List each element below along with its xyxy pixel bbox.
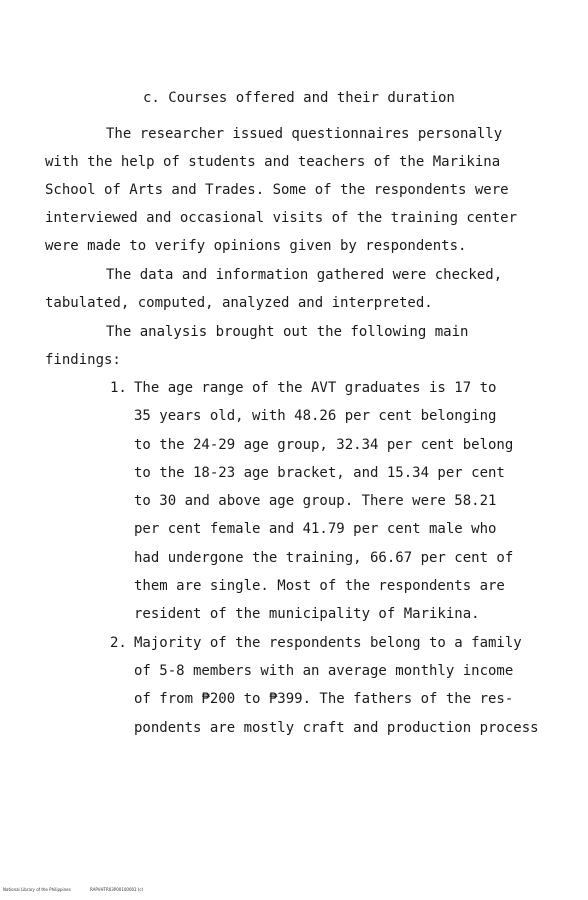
finding-1-line-5: to 30 and above age group. There were 58.21 xyxy=(134,493,497,509)
paragraph-3-line-2: findings: xyxy=(45,352,121,368)
paragraph-1-line-3: School of Arts and Trades. Some of the respondents were xyxy=(45,182,509,198)
finding-1-line-1: The age range of the AVT graduates is 17 to xyxy=(134,380,497,396)
scan-footer xyxy=(3,887,161,893)
finding-1-line-7: had undergone the training, 66.67 per cent of xyxy=(134,550,514,566)
finding-1-line-3: to the 24-29 age group, 32.34 per cent belong xyxy=(134,437,514,453)
finding-1-number: 1. xyxy=(110,380,127,396)
footer-library: National Library of the Philippines xyxy=(3,887,71,892)
finding-2-line-2: of 5-8 members with an average monthly income xyxy=(134,663,514,679)
finding-2-line-4: pondents are mostly craft and production process xyxy=(134,720,539,736)
footer-code: RAPVHTR03P00100001 (c) xyxy=(90,887,144,892)
paragraph-1-line-2: with the help of students and teachers of the Marikina xyxy=(45,154,501,170)
paragraph-1-line-4: interviewed and occasional visits of the training center xyxy=(45,210,518,226)
finding-1-line-9: resident of the municipality of Marikina. xyxy=(134,606,480,622)
finding-2-line-3: of from ₱200 to ₱399. The fathers of the res- xyxy=(134,691,514,707)
finding-2-number: 2. xyxy=(110,635,127,651)
section-heading: c. Courses offered and their duration xyxy=(143,90,455,106)
finding-1-line-6: per cent female and 41.79 per cent male who xyxy=(134,521,497,537)
finding-2-line-1: Majority of the respondents belong to a family xyxy=(134,635,522,651)
paragraph-2-line-2: tabulated, computed, analyzed and interpreted. xyxy=(45,295,433,311)
finding-1-line-8: them are single. Most of the respondents are xyxy=(134,578,505,594)
paragraph-1-line-5: were made to verify opinions given by respondents. xyxy=(45,238,467,254)
paragraph-3-line-1: The analysis brought out the following main xyxy=(106,324,469,340)
finding-1-line-2: 35 years old, with 48.26 per cent belonging xyxy=(134,408,497,424)
paragraph-1-line-1: The researcher issued questionnaires personally xyxy=(106,126,503,142)
paragraph-2-line-1: The data and information gathered were checked, xyxy=(106,267,503,283)
finding-1-line-4: to the 18-23 age bracket, and 15.34 per cent xyxy=(134,465,505,481)
